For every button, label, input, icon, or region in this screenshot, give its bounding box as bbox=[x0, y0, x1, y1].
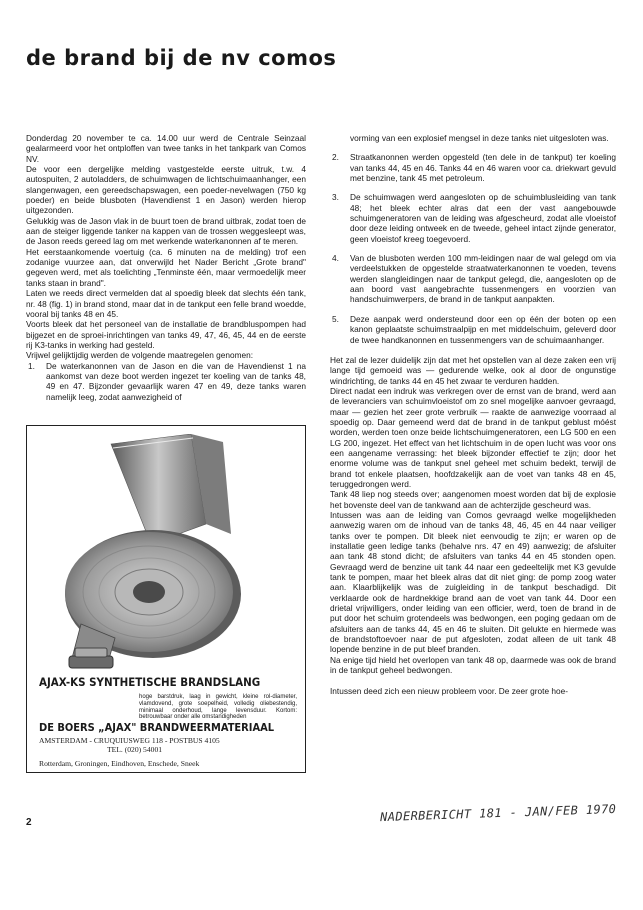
ad-address: AMSTERDAM - CRUQUIUSWEG 118 - POSTBUS 4105 bbox=[39, 736, 220, 745]
list-number: 5. bbox=[332, 313, 339, 324]
hose-photo bbox=[41, 434, 291, 672]
article-headline: de brand bij de nv comos bbox=[26, 46, 337, 70]
list-number: 1. bbox=[28, 360, 35, 371]
paragraph: Tank 48 liep nog steeds over; aangenomen moest worden dat bij de explosie het bovenste deel van de tankwand aan de achterzijde gescheurd was. bbox=[330, 489, 616, 510]
list-text: Van de blusboten werden 100 mm-leidingen naar de wal gelegd om via verdeelstukken de opgestelde straatwaterkanonnen te voeden, tevens werden slangleidingen naar de tankput gelegd, die, aangesloten op de aan boord vast aangebrachte tussenmengers en voorzien van handschuimwerpers, de brand in de tankput aanpakten. bbox=[350, 253, 616, 305]
paragraph: De voor een dergelijke melding vastgestelde eerste uitruk, t.w. 4 autospuiten, 2 autoladders, de schuimwagen de lichtschuimaanhanger, een slangenwagen, een gereedschapswagen, een poeder-nevelwagen (750 kg poeder) en beide blusboten (Havendienst 1 en Jason) werden hierop uitgezonden. bbox=[26, 164, 306, 216]
list-text: Straatkanonnen werden opgesteld (ten dele in de tankput) ter koeling van tanks 44, 45 en 46. Tanks 44 en 46 waren voor ca. driekwart gevuld met benzine, tank 45 met petroleum. bbox=[350, 152, 616, 184]
paragraph: Voorts bleek dat het personeel van de installatie de brandbluspompen had bijgezet en de sproei-inrichtingen van tanks 49, 47, 46, 45, 44 en de eerste rij K3-tanks in werking had gesteld. bbox=[26, 319, 306, 350]
right-column bbox=[330, 133, 616, 696]
page-number: 2 bbox=[26, 817, 32, 828]
ad-cities: Rotterdam, Groningen, Eindhoven, Enschede, Sneek bbox=[39, 759, 200, 768]
list-item bbox=[26, 361, 306, 402]
list-number: 4. bbox=[332, 253, 339, 264]
paragraph: Het zal de lezer duidelijk zijn dat met het opstellen van al deze zaken een vrij lange tijd gemoeid was — gedurende welke, ook al door de ongunstige windrichting, de tanks 44 en 45 het zwaar te verduren hadden. bbox=[330, 354, 616, 386]
paragraph: Intussen was aan de leiding van Comos gevraagd welke mogelijkheden aanwezig waren om de inhoud van de tanks 48, 46, 45 en 44 naar veiliger tanks over te pompen. Dit bleek niet eenvoudig te zijn; er waren op de installatie geen ledige tanks (behalve nrs. 47 en 49) aanwezig; de afsluiter aan tank 48 stond dicht; de afsluiters van tanks 44 en 45 stonden open. Gevraagd werd de benzine uit tank 44 naar een gedeeltelijk met K3 gevulde tank te pompen, maar het bleek alras dat dit niet ging: de pomp zoog water aan. Klaarblijkelijk was de zuigleiding in de tankput beschadigd. Dit verklaarde ook de hardnekkige brand aan de voet van tank 44. Door een drietal vrijwilligers, onder leiding van een officier, werd, toen de brand in de put door het schuim grotendeels was bedwongen, een poging gedaan om de afsluiters aan de tanks 44, 45 en 46 te sluiten. Dit gelukte en hiermede was de brandstoftoevoer naar de put afgesloten, zodat alleen de uit tank 48 lopende benzine in de put bleef branden. bbox=[330, 510, 616, 655]
paragraph: Gelukkig was de Jason vlak in de buurt toen de brand uitbrak, zodat toen de aan de steiger liggende tanker na kappen van de trossen weggesleept was, de Jason reeds gereed lag om met werkende waterkanonnen af te meren. bbox=[26, 215, 306, 247]
paragraph: Laten we reeds direct vermelden dat al spoedig bleek dat slechts één tank, nr. 48 (fig. 1) in brand stond, maar dat in de tankput een felle brand woedde, vooral bij tanks 48 en 45. bbox=[26, 288, 306, 319]
handwritten-note: NADERBERICHT 181 - JAN/FEB 1970 bbox=[379, 801, 617, 825]
advertisement bbox=[26, 425, 306, 773]
paragraph: Intussen deed zich een nieuw probleem voor. De zeer grote hoe- bbox=[330, 685, 568, 696]
measures-list bbox=[26, 361, 306, 402]
list-text: Deze aanpak werd ondersteund door een op één der boten op een kanon geplaatste schuimstraalpijp en met middelschuim, geleverd door de twee handkanonnen en tussenmengers van de schuimaanhanger. bbox=[350, 313, 616, 345]
paragraph: vorming van een explosief mengsel in deze tanks niet uitgesloten was. bbox=[350, 133, 609, 143]
list-number: 2. bbox=[332, 152, 339, 163]
paragraph: Donderdag 20 november te ca. 14.00 uur werd de Centrale Seinzaal gealarmeerd voor het ontploffen van twee tanks in het tankpark van Comos NV. bbox=[26, 133, 306, 164]
list-item bbox=[330, 192, 616, 244]
ad-description: hoge barstdruk, laag in gewicht, kleine rol-diameter, vlamdovend, grote soepelheid, volledig oliebestendig, minimaal onderhoud, lange levensduur. Kortom: betrouwbaar onder alle omstandigheden bbox=[139, 694, 297, 721]
list-text: De waterkanonnen van de Jason en die van de Havendienst 1 na aankomst van deze boot werden ingezet ter koeling van de tanks 48, 49 en 47. Bijzonder gevaarlijk waren 47 en 49, deze tanks waren namelijk leeg, zodat aanwezigheid of bbox=[46, 360, 306, 402]
list-text: De schuimwagen werd aangesloten op de schuimblusleiding van tank 48; het bleek echter alras dat een der vast aangebouwde schuimgeneratoren van de leiding was afgescheurd, zodat alle vloeistof door deze leiding ontweek en de tweede, geheel intact zijnde generator, geen vloeistof kreeg toegevoerd. bbox=[350, 192, 616, 244]
ad-phone: TEL. (020) 54001 bbox=[107, 745, 163, 754]
list-item bbox=[330, 253, 616, 305]
left-column bbox=[26, 133, 306, 402]
list-item bbox=[330, 152, 616, 183]
paragraph: Direct nadat een indruk was verkregen over de ernst van de brand, werd aan de leveranciers van schuimvloeistof om zo snel mogelijke aanvoer gevraagd, maar — gezien het zeer grote verbruik — raakte de aanwezige voorraad al spoedig op. Daar gemeend werd dat de brand in de tankput geblust móést worden, werden toen onze beide lichtschuimgeneratoren, een LG 500 en een LG 200, ingezet. Het effect van het lichtschuim in de open lucht was voor ons een aangename verrassing: het bleek bijzonder effectief te zijn; door het enorme volume was de tankput snel geheel met schuim bedekt, terwijl de brand tot enkele plaatsen, hoofdzakelijk aan de voet van tanks 48 en 45, teruggedrongen werd. bbox=[330, 385, 616, 489]
paragraph: Vrijwel gelijktijdig werden de volgende maatregelen genomen: bbox=[26, 350, 254, 361]
list-number: 3. bbox=[332, 192, 339, 203]
measures-list-continued bbox=[330, 152, 616, 345]
rolled-fire-hose-icon bbox=[41, 434, 291, 672]
paragraph: Het eerstaankomende voertuig (ca. 6 minuten na de melding) trof een zodanige vuurzee aan, dat onverwijld het Nader Bericht „Grote brand" gegeven werd, met als toelichting „Tenminste één, maar vermoedelijk meer tanks staan in brand". bbox=[26, 246, 306, 288]
list-item bbox=[330, 314, 616, 345]
ad-title: AJAX-KS SYNTHETISCHE BRANDSLANG bbox=[39, 676, 261, 689]
ad-company: DE BOERS „AJAX" BRANDWEERMATERIAAL bbox=[39, 722, 275, 734]
paragraph: Na enige tijd hield het overlopen van tank 48 op, daarmede was ook de brand in de tankput geheel bedwongen. bbox=[330, 654, 616, 676]
